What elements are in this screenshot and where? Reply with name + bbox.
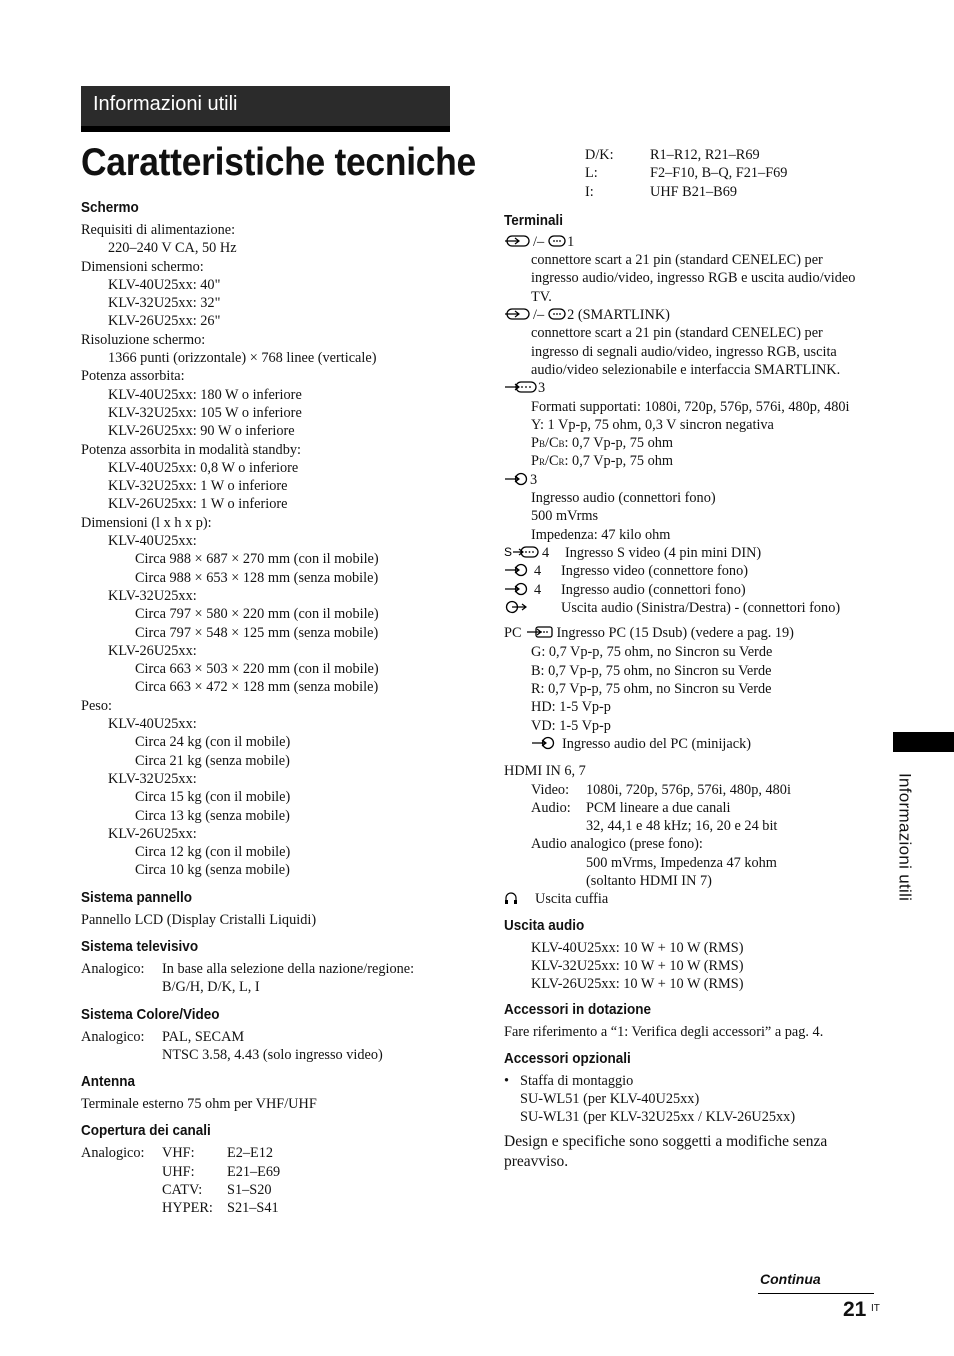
spec-line: Circa 24 kg (con il mobile) [135, 734, 291, 751]
hdmi-video-label: Video: [531, 781, 570, 798]
cr-label: /C [544, 453, 559, 470]
spec-line: B: 0,7 Vp-p, 75 ohm, no Sincron su Verde [531, 662, 772, 679]
hdmi-analog-label: Audio analogico (prese fono): [531, 836, 703, 853]
spec-line: KLV-40U25xx: [108, 533, 197, 550]
audio-in-icon [504, 472, 530, 491]
audio-in-icon [504, 582, 534, 596]
spec-line: TV. [531, 288, 552, 305]
spec-line: KLV-32U25xx: [108, 587, 197, 604]
spec-line: Circa 988 × 687 × 270 mm (con il mobile) [135, 551, 379, 568]
page-number: 21 [843, 1298, 867, 1321]
spec-line: Requisiti di alimentazione: [81, 222, 236, 238]
spec-line: SU-WL51 (per KLV-40U25xx) [520, 1091, 700, 1108]
spec-line: PAL, SECAM [162, 1028, 245, 1045]
pb-label: P [531, 435, 539, 452]
spec-line: NTSC 3.58, 4.43 (solo ingresso video) [162, 1046, 383, 1063]
spec-line: connettore scart a 21 pin (standard CENELEC) per [531, 325, 823, 342]
terminal-number: 3 [538, 380, 546, 397]
spec-line: KLV-40U25xx: 40" [108, 276, 221, 293]
pr-line [504, 452, 884, 470]
spec-line: SU-WL31 (per KLV-32U25xx / KLV-26U25xx) [520, 1109, 796, 1126]
hdmi-audio-label: Audio: [531, 799, 571, 816]
spec-line: Circa 21 kg (senza mobile) [135, 752, 290, 769]
colore-block [81, 1028, 491, 1065]
band-label: L: [585, 165, 598, 182]
colore-heading: Sistema Colore/Video [81, 1005, 220, 1023]
band-range: F2–F10, B–Q, F21–F69 [650, 165, 788, 182]
spec-line: VD: 1-5 Vp-p [531, 717, 611, 734]
spec-line: 1366 punti (orizzontale) × 768 linee (verticale) [108, 350, 377, 367]
spec-line: Ingresso PC (15 Dsub) (vedere a pag. 19) [556, 625, 794, 642]
spec-line: KLV-26U25xx: [108, 825, 197, 842]
spec-line: B/G/H, D/K, L, I [162, 979, 260, 996]
terminal-number: 4 [542, 544, 550, 561]
spec-line: Circa 663 × 472 × 128 mm (senza mobile) [135, 679, 379, 696]
spec-line: Potenza assorbita in modalità standby: [81, 441, 301, 458]
spec-line: Risoluzione schermo: [81, 331, 206, 348]
scart-inout-icon [504, 307, 532, 326]
pc-label: PC [504, 625, 522, 642]
spec-line: In base alla selezione della nazione/regione: [162, 960, 415, 977]
spec-line: Design e specifiche sono soggetti a modifiche senza [504, 1132, 828, 1150]
band-label: I: [585, 183, 594, 200]
antenna-text: Terminale esterno 75 ohm per VHF/UHF [81, 1096, 317, 1113]
design-notice [504, 1132, 884, 1172]
spec-line: Fare riferimento a “1: Verifica degli accessori” a pag. 4. [504, 1024, 824, 1041]
headphone-icon [504, 891, 535, 910]
spec-line: Ingresso audio (connettori fono) [531, 490, 716, 507]
right-column [504, 146, 884, 1172]
spec-line: 500 mVrms [531, 508, 599, 525]
spec-line: Circa 12 kg (con il mobile) [135, 844, 291, 861]
televisivo-block [81, 960, 491, 997]
spec-line: KLV-40U25xx: 180 W o inferiore [108, 386, 302, 403]
canali-block [81, 1144, 491, 1217]
spec-line: Circa 13 kg (senza mobile) [135, 807, 290, 824]
continua-label: Continua [760, 1271, 821, 1287]
bullet: • [504, 1072, 510, 1089]
spec-line: Potenza assorbita: [81, 368, 185, 385]
spec-line: Ingresso video (connettore fono) [561, 563, 748, 580]
band-range: S21–S41 [227, 1200, 279, 1217]
spec-line: KLV-32U25xx: 105 W o inferiore [108, 404, 302, 421]
spec-line: KLV-26U25xx: 1 W o inferiore [108, 496, 288, 513]
cr-sub: R [558, 457, 565, 468]
analog-label: Analogico: [81, 1145, 145, 1162]
spec-line: Ingresso audio del PC (minijack) [562, 735, 752, 752]
terminal-number: 2 (SMARTLINK) [567, 307, 670, 324]
slash-sep: /– [533, 233, 545, 250]
terminal-number: 4 [534, 563, 542, 580]
pr-label: P [531, 453, 539, 470]
spec-line: Dimensioni (l x h x p): [81, 514, 212, 531]
spec-line: Formati supportati: 1080i, 720p, 576p, 576i, 480p, 480i [531, 398, 850, 415]
spec-line: 500 mVrms, Impedenza 47 kohm [586, 854, 777, 871]
opzionali-heading: Accessori opzionali [504, 1049, 631, 1067]
spec-line: KLV-40U25xx: [108, 716, 197, 733]
section-band [81, 86, 450, 132]
scart-inout-icon [504, 234, 532, 253]
spec-line: connettore scart a 21 pin (standard CENELEC) per [531, 252, 823, 269]
band-label: VHF: [162, 1145, 195, 1162]
spec-line: (soltanto HDMI IN 7) [586, 872, 712, 889]
cb-sub: B [558, 439, 565, 450]
pb-line [504, 434, 884, 452]
schermo-list [81, 221, 491, 880]
spec-line: Uscita audio (Sinistra/Destra) - (connettori fono) [561, 599, 841, 616]
band-range: E2–E12 [227, 1145, 274, 1162]
spec-line: KLV-32U25xx: 10 W + 10 W (RMS) [531, 957, 744, 974]
spec-line: ingresso di segnali audio/video, ingresso RGB, uscita [531, 343, 837, 360]
left-column [81, 198, 491, 1218]
band-range: S1–S20 [227, 1182, 272, 1199]
spec-line: KLV-32U25xx: [108, 770, 197, 787]
spec-line: KLV-26U25xx: 26" [108, 313, 221, 330]
hdmi-label: HDMI IN 6, 7 [504, 763, 586, 780]
spec-line: KLV-32U25xx: 32" [108, 295, 221, 312]
band-range: UHF B21–B69 [650, 183, 737, 200]
spec-line: Circa 663 × 503 × 220 mm (con il mobile) [135, 661, 379, 678]
spec-line: Peso: [81, 697, 112, 714]
section-band-label: Informazioni utili [93, 93, 238, 115]
spec-line: Circa 797 × 548 × 125 mm (senza mobile) [135, 624, 379, 641]
spec-line: KLV-26U25xx: 10 W + 10 W (RMS) [531, 976, 744, 993]
sidebar-tab-marker [893, 732, 954, 752]
spec-line: 220–240 V CA, 50 Hz [108, 240, 237, 257]
spec-line: Circa 15 kg (con il mobile) [135, 789, 291, 806]
pc-in-icon [526, 625, 554, 644]
analog-label: Analogico: [81, 960, 145, 977]
terminali-heading: Terminali [504, 211, 564, 229]
analog-label: Analogico: [81, 1028, 145, 1045]
spec-line: KLV-26U25xx: [108, 642, 197, 659]
spec-line: Circa 797 × 580 × 220 mm (con il mobile) [135, 606, 379, 623]
band-label: HYPER: [162, 1200, 213, 1217]
spec-line: KLV-40U25xx: 10 W + 10 W (RMS) [531, 939, 744, 956]
terminali-block [504, 233, 884, 909]
spec-line: Staffa di montaggio [520, 1072, 634, 1089]
band-label: D/K: [585, 147, 614, 163]
spec-line: 32, 44,1 e 48 kHz; 16, 20 e 24 bit [586, 818, 778, 835]
antenna-heading: Antenna [81, 1073, 135, 1091]
spec-line: 1080i, 720p, 576p, 576i, 480p, 480i [586, 781, 791, 798]
pb-sub: B [538, 439, 545, 450]
televisivo-heading: Sistema televisivo [81, 937, 199, 955]
page-title: Caratteristiche tecniche [81, 141, 476, 184]
spec-line: Circa 10 kg (senza mobile) [135, 862, 290, 879]
spec-line: preavviso. [504, 1152, 569, 1170]
spec-line: KLV-26U25xx: 90 W o inferiore [108, 423, 295, 440]
uscita-audio-heading: Uscita audio [504, 916, 585, 934]
band-label: UHF: [162, 1163, 195, 1180]
spec-line: audio/video selezionabile e interfaccia SMARTLINK. [531, 361, 841, 378]
cb-label: /C [544, 435, 559, 452]
svg-text:S: S [504, 544, 513, 559]
spec-line: Uscita cuffia [535, 891, 609, 908]
spec-line: Y: 1 Vp-p, 75 ohm, 0,3 V sincron negativa [531, 416, 774, 433]
terminal-number: 3 [530, 471, 538, 488]
pc-audio-in-icon [531, 736, 562, 755]
svideo-in-icon [504, 545, 534, 559]
spec-line: PCM lineare a due canali [586, 799, 731, 816]
spec-line: KLV-40U25xx: 0,8 W o inferiore [108, 459, 299, 476]
pannello-heading: Sistema pannello [81, 888, 193, 906]
uscita-audio-list [504, 939, 884, 994]
pr-sub: R [538, 457, 545, 468]
band-range: R1–R12, R21–R69 [650, 147, 760, 163]
spec-line: Dimensioni schermo: [81, 258, 204, 275]
canali-continued [504, 146, 884, 201]
pannello-text: Pannello LCD (Display Cristalli Liquidi) [81, 911, 317, 928]
spec-line: Ingresso audio (connettori fono) [561, 581, 746, 598]
spec-line: KLV-32U25xx: 1 W o inferiore [108, 478, 288, 495]
terminal-number: 4 [534, 581, 542, 598]
video-in-icon [504, 563, 534, 577]
spec-line: ingresso audio/video, ingresso RGB e uscita audio/video [531, 270, 856, 287]
footer-rule [758, 1293, 874, 1294]
schermo-heading: Schermo [81, 199, 139, 216]
spec-line: Impedenza: 47 kilo ohm [531, 526, 671, 543]
opzionali-list [504, 1072, 884, 1127]
accessori-heading: Accessori in dotazione [504, 1001, 652, 1019]
audio-out-icon [504, 600, 534, 614]
component-in-icon [504, 380, 538, 399]
band-range: E21–E69 [227, 1163, 281, 1180]
slash-sep: /– [533, 307, 545, 324]
spec-line: R: 0,7 Vp-p, 75 ohm, no Sincron su Verde [531, 681, 772, 698]
pb-value: : 0,7 Vp-p, 75 ohm [564, 435, 674, 452]
page-language: IT [871, 1303, 880, 1314]
terminal-number: 1 [567, 233, 575, 250]
canali-heading: Copertura dei canali [81, 1122, 211, 1140]
spec-line: Circa 988 × 653 × 128 mm (senza mobile) [135, 569, 379, 586]
sidebar-section-label: Informazioni utili [895, 773, 915, 902]
spec-line: G: 0,7 Vp-p, 75 ohm, no Sincron su Verde [531, 644, 773, 661]
spec-line: HD: 1-5 Vp-p [531, 699, 611, 716]
pr-value: : 0,7 Vp-p, 75 ohm [564, 453, 674, 470]
spec-line: Ingresso S video (4 pin mini DIN) [565, 544, 762, 561]
band-label: CATV: [162, 1182, 203, 1199]
